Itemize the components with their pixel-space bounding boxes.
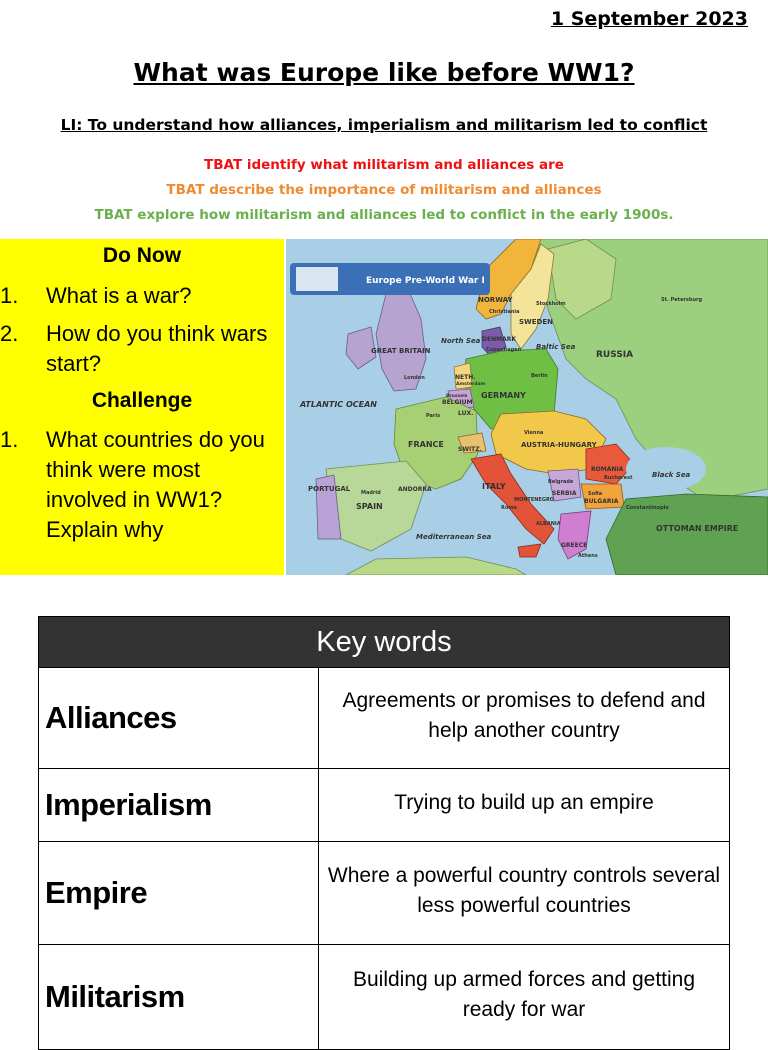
key-word-row — [39, 945, 730, 1050]
city-rome: Rome — [501, 505, 517, 511]
black-sea — [626, 447, 706, 491]
label-ottoman: OTTOMAN EMPIRE — [656, 524, 739, 533]
city-amsterdam: Amsterdam — [456, 382, 486, 387]
key-word-definition: Where a powerful country controls several less powerful countries — [319, 842, 730, 945]
question-text: What countries do you think were most involved in WW1? Explain why — [46, 427, 265, 542]
key-word-term: Imperialism — [39, 769, 319, 842]
globe-icon — [296, 267, 338, 291]
question-text: What is a war? — [46, 283, 192, 308]
label-andorra: ANDORRA — [398, 486, 432, 493]
label-greece: GREECE — [561, 542, 588, 549]
label-romania: ROMANIA — [591, 466, 624, 473]
city-copenhagen: Copenhagen — [486, 347, 522, 353]
europe-pre-ww1-map — [286, 239, 768, 575]
tbat-objective-1: TBAT identify what militarism and alliances are — [204, 157, 564, 173]
city-constantinople: Constantinople — [626, 505, 669, 511]
label-sweden: SWEDEN — [519, 318, 553, 326]
map-title: Europe Pre-World War I — [366, 276, 485, 286]
question-number: 1. — [0, 427, 19, 452]
label-switz: SWITZ. — [458, 446, 482, 453]
city-vienna: Vienna — [524, 430, 544, 436]
city-bucharest: Bucharest — [604, 475, 633, 481]
key-word-definition: Trying to build up an empire — [319, 769, 730, 842]
label-serbia: SERBIA — [552, 490, 577, 497]
city-stockholm: Stockholm — [536, 301, 566, 307]
city-paris: Paris — [426, 413, 441, 419]
key-word-row — [39, 668, 730, 769]
label-north-sea: North Sea — [441, 337, 481, 345]
label-neth: NETH. — [455, 374, 476, 381]
do-now-panel — [0, 239, 284, 575]
challenge-heading: Challenge — [91, 389, 193, 412]
key-word-definition: Agreements or promises to defend and help another country — [319, 668, 730, 769]
label-portugal: PORTUGAL — [308, 485, 351, 493]
label-russia: RUSSIA — [596, 350, 634, 360]
label-denmark: DENMARK — [482, 336, 516, 343]
city-berlin: Berlin — [531, 373, 548, 379]
label-albania: ALBANIA — [536, 521, 561, 527]
lesson-date: 1 September 2023 — [550, 8, 748, 30]
key-words-heading: Key words — [39, 617, 730, 668]
key-words-table — [38, 616, 730, 1050]
label-black-sea: Black Sea — [652, 471, 691, 479]
key-word-term: Alliances — [39, 668, 319, 769]
page-title: What was Europe like before WW1? — [133, 58, 635, 87]
key-word-row — [39, 842, 730, 945]
label-bulgaria: BULGARIA — [584, 498, 619, 505]
label-france: FRANCE — [408, 440, 444, 449]
key-word-definition: Building up armed forces and getting ready for war — [319, 945, 730, 1050]
city-sofia: Sofia — [588, 491, 603, 497]
do-now-heading: Do Now — [102, 244, 182, 267]
label-atlantic: ATLANTIC OCEAN — [300, 400, 377, 409]
city-brussels: Brussels — [446, 394, 468, 399]
key-word-term: Militarism — [39, 945, 319, 1050]
city-madrid: Madrid — [361, 490, 381, 496]
map-svg — [286, 239, 768, 575]
city-london: London — [404, 375, 425, 381]
label-germany: GERMANY — [481, 391, 526, 400]
key-word-term: Empire — [39, 842, 319, 945]
question-number: 2. — [0, 321, 19, 346]
city-st-petersburg: St. Petersburg — [661, 297, 703, 303]
question-number: 1. — [0, 283, 19, 308]
tbat-objective-2: TBAT describe the importance of militarism and alliances — [166, 182, 602, 198]
question-text: How do you think wars start? — [46, 321, 268, 376]
label-montenegro: MONTENEGRO — [514, 497, 555, 503]
learning-intention: LI: To understand how alliances, imperialism and militarism led to conflict — [60, 116, 708, 134]
city-belgrade: Belgrade — [548, 479, 574, 485]
label-norway: NORWAY — [478, 296, 513, 304]
city-christiania: Christiania — [489, 309, 520, 315]
label-austria-hungary: AUSTRIA-HUNGARY — [521, 441, 597, 449]
key-word-row — [39, 769, 730, 842]
label-italy: ITALY — [482, 482, 506, 491]
tbat-objective-3: TBAT explore how militarism and alliances led to conflict in the early 1900s. — [94, 207, 674, 223]
label-lux: LUX. — [458, 410, 474, 417]
label-great-britain: GREAT BRITAIN — [371, 347, 431, 355]
label-med: Mediterranean Sea — [416, 533, 492, 541]
label-spain: SPAIN — [356, 502, 383, 511]
label-baltic-sea: Baltic Sea — [536, 343, 576, 351]
label-belgium: BELGIUM — [442, 399, 473, 406]
city-athens: Athens — [578, 553, 598, 559]
